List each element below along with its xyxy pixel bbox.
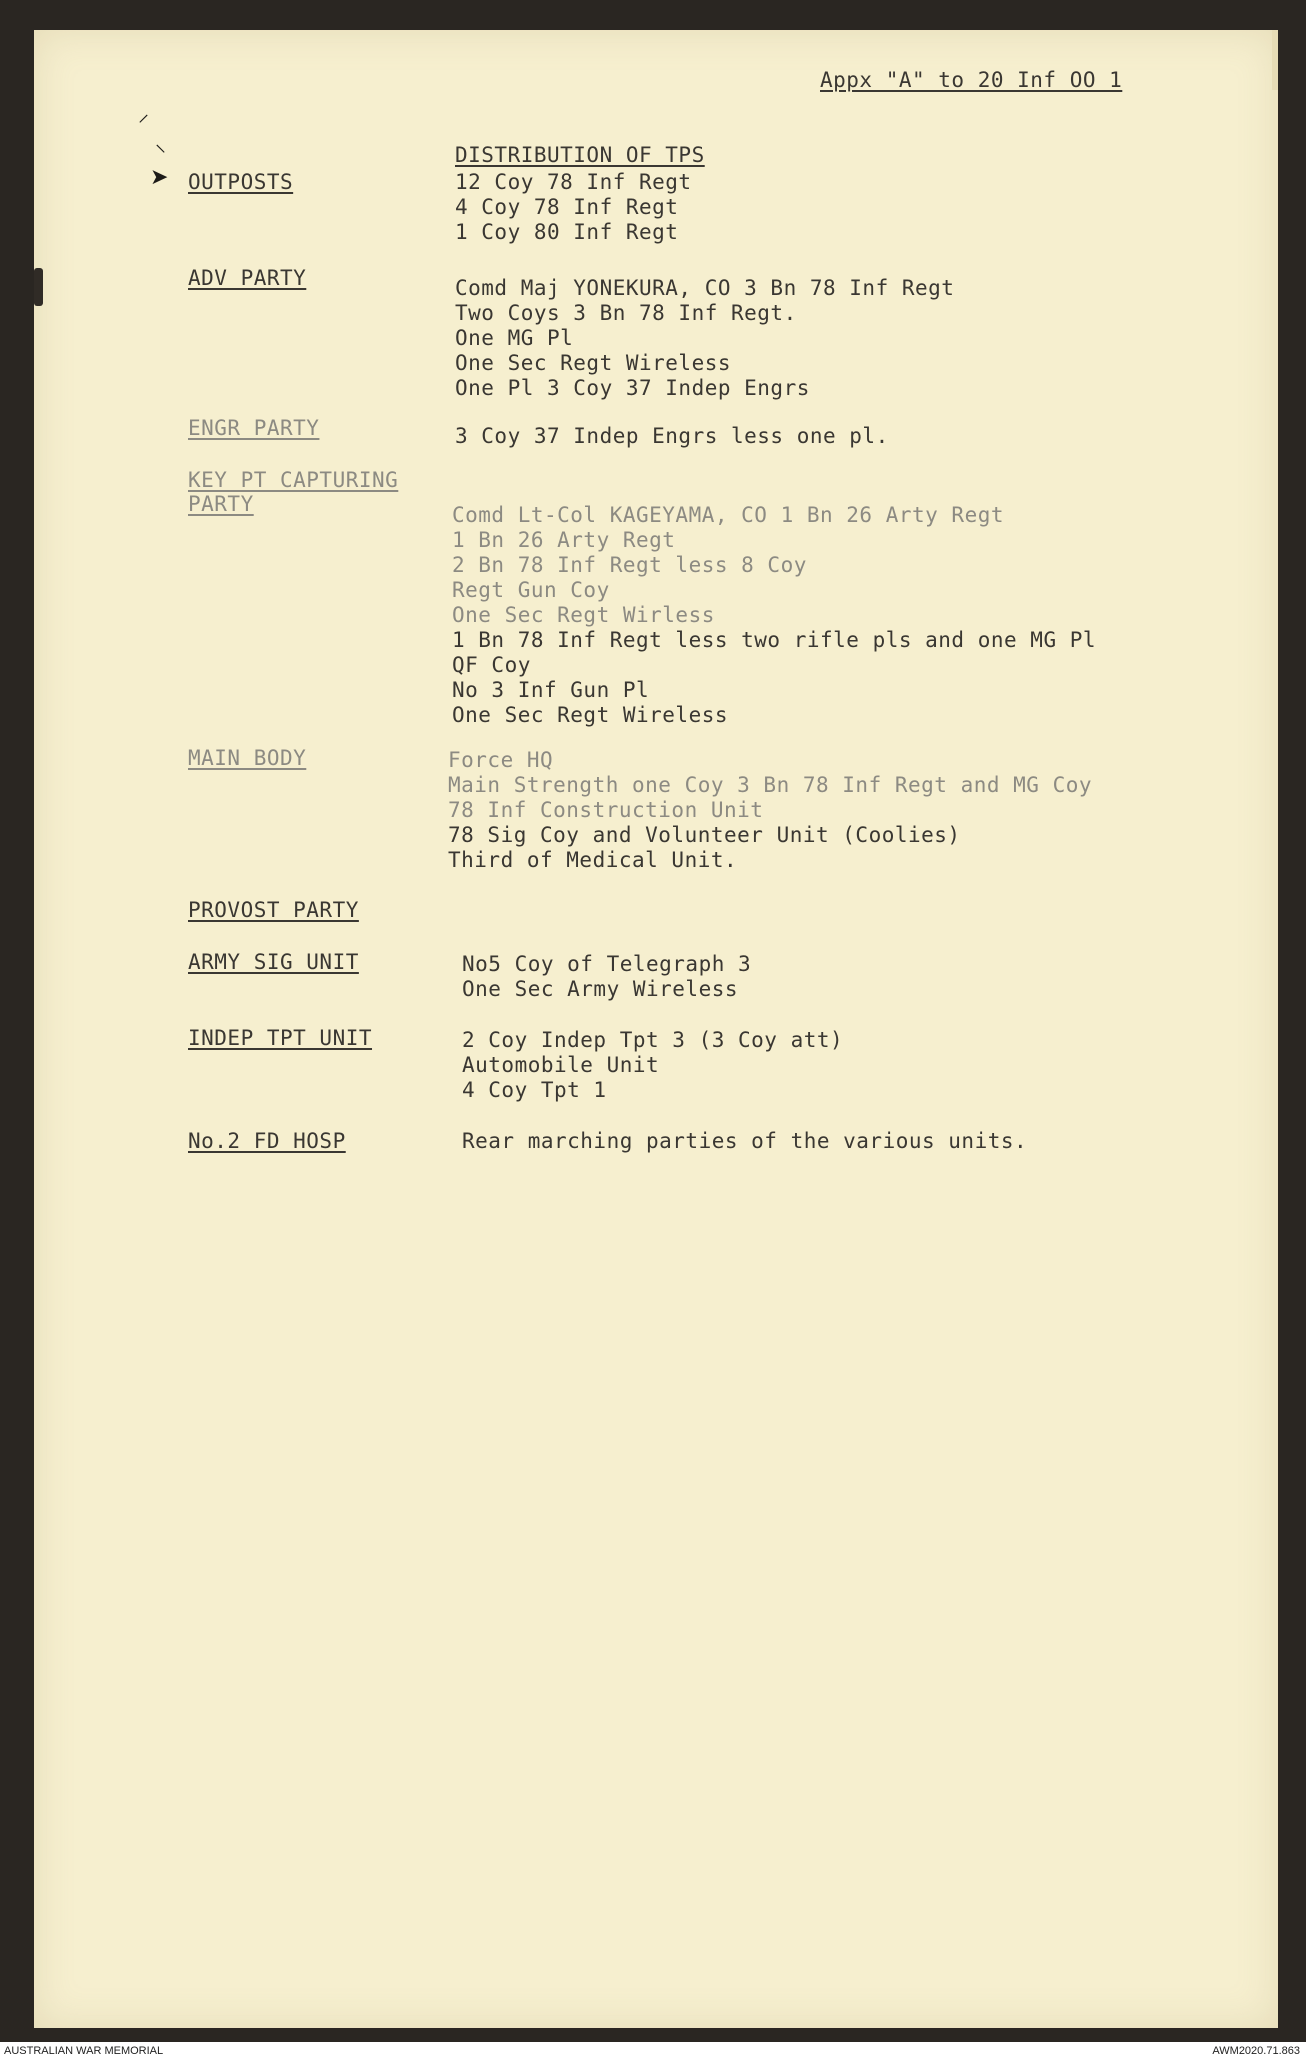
- section-label-key-pt-line2: PARTY: [188, 492, 254, 516]
- line: QF Coy: [452, 653, 531, 677]
- line: One MG Pl: [455, 326, 574, 350]
- line: 1 Coy 80 Inf Regt: [455, 220, 679, 244]
- section-lines-engr-party: [455, 424, 889, 449]
- line: 78 Sig Coy and Volunteer Unit (Coolies): [448, 823, 961, 847]
- section-label-provost-party: PROVOST PARTY: [188, 898, 359, 922]
- pencil-mark: ⸝: [138, 102, 150, 127]
- archive-footer: [0, 2042, 1306, 2061]
- line: Comd Lt-Col KAGEYAMA, CO 1 Bn 26 Arty Regt: [452, 503, 1005, 527]
- line: One Sec Regt Wirless: [452, 603, 715, 627]
- section-label-army-sig-unit: ARMY SIG UNIT: [188, 950, 359, 974]
- section-label-fd-hosp: No.2 FD HOSP: [188, 1129, 346, 1153]
- section-lines-key-pt: [452, 503, 1096, 728]
- line: Third of Medical Unit.: [448, 848, 738, 872]
- pencil-mark: ⸜: [155, 132, 167, 157]
- line: No 3 Inf Gun Pl: [452, 678, 650, 702]
- section-label-key-pt: KEY PT CAPTURING: [188, 468, 399, 492]
- appendix-reference: Appx "A" to 20 Inf OO 1: [820, 68, 1123, 92]
- line: One Sec Regt Wireless: [452, 703, 729, 727]
- section-label-outposts: OUTPOSTS: [188, 170, 294, 194]
- line: 2 Coy Indep Tpt 3 (3 Coy att): [462, 1028, 844, 1052]
- line: Rear marching parties of the various units.: [462, 1129, 1028, 1153]
- line: 4 Coy Tpt 1: [462, 1078, 607, 1102]
- line: Automobile Unit: [462, 1053, 660, 1077]
- line: One Sec Regt Wireless: [455, 351, 732, 375]
- footer-institution: AUSTRALIAN WAR MEMORIAL: [4, 2045, 164, 2057]
- line: One Pl 3 Coy 37 Indep Engrs: [455, 376, 810, 400]
- section-label-main-body: MAIN BODY: [188, 746, 307, 770]
- section-lines-army-sig-unit: [462, 952, 751, 1002]
- footer-catalogue-id: AWM2020.71.863: [1212, 2045, 1300, 2057]
- distribution-heading: DISTRIBUTION OF TPS: [455, 143, 705, 167]
- line: 3 Coy 37 Indep Engrs less one pl.: [455, 424, 889, 448]
- line: 1 Bn 78 Inf Regt less two rifle pls and one MG Pl: [452, 628, 1097, 652]
- line: 78 Inf Construction Unit: [448, 798, 764, 822]
- section-lines-indep-tpt-unit: [462, 1028, 843, 1103]
- line: Main Strength one Coy 3 Bn 78 Inf Regt and MG Coy: [448, 773, 1093, 797]
- pencil-mark: ➤: [150, 165, 169, 190]
- line: 12 Coy 78 Inf Regt: [455, 170, 692, 194]
- section-label-engr-party: ENGR PARTY: [188, 416, 320, 440]
- line: Regt Gun Coy: [452, 578, 610, 602]
- paper-edge: [1272, 30, 1278, 90]
- line: Comd Maj YONEKURA, CO 3 Bn 78 Inf Regt: [455, 276, 955, 300]
- line: Force HQ: [448, 748, 554, 772]
- line: 2 Bn 78 Inf Regt less 8 Coy: [452, 553, 807, 577]
- section-lines-adv-party: [455, 276, 954, 401]
- section-lines-outposts: [455, 170, 692, 245]
- section-lines-fd-hosp: [462, 1129, 1027, 1154]
- section-label-indep-tpt-unit: INDEP TPT UNIT: [188, 1026, 373, 1050]
- line: 1 Bn 26 Arty Regt: [452, 528, 676, 552]
- line: One Sec Army Wireless: [462, 977, 739, 1001]
- line: Two Coys 3 Bn 78 Inf Regt.: [455, 301, 797, 325]
- line: No5 Coy of Telegraph 3: [462, 952, 752, 976]
- ink-blot-mark: [34, 268, 43, 306]
- section-lines-main-body: [448, 748, 1092, 873]
- line: 4 Coy 78 Inf Regt: [455, 195, 679, 219]
- section-label-adv-party: ADV PARTY: [188, 266, 307, 290]
